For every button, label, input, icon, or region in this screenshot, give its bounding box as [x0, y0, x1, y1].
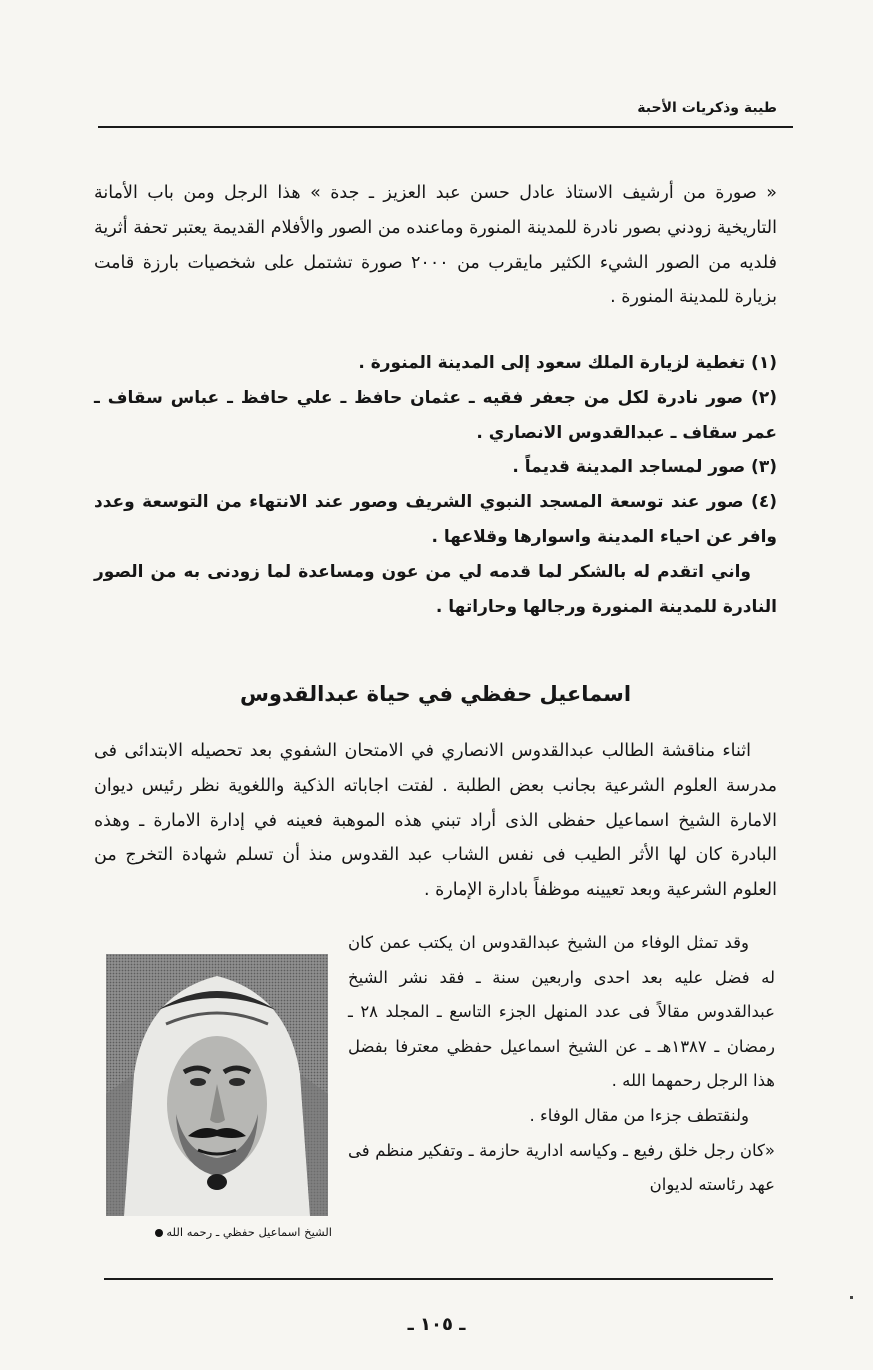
photo-collection-list [94, 346, 777, 624]
body-text: وقد تمثل الوفاء من الشيخ عبدالقدوس ان يكتب عمن كان له فضل عليه بعد احدى واربعين سنة ـ فقد نشر الشيخ عبدالقدوس مقالاً فى عدد المنهل الجزء التاسع ـ المجلد ٢٨ ـ رمضان ـ ١٣٨٧هـ ـ عن الشيخ اسماعيل حفظي معترفا بفضل هذا الرجل رحمهما الله . [348, 933, 775, 1091]
list-item: (٤) صور عند توسعة المسجد النبوي الشريف وصور عند الانتهاء من التوسعة وعدد وافر عن احياء المدينة واسوارها وقلاعها . [94, 492, 777, 547]
intro-paragraph [94, 176, 777, 315]
footer-rule [104, 1278, 773, 1280]
photo-caption [104, 1225, 332, 1239]
bullet-icon [155, 1229, 163, 1237]
caption-text: الشيخ اسماعيل حفظي ـ رحمه الله [166, 1225, 332, 1239]
scan-mark [850, 1296, 853, 1299]
thanks-paragraph: واني اتقدم له بالشكر لما قدمه لي من عون ومساعدة لما زودنى به من الصور النادرة للمدينة المنورة ورجالها وحاراتها . [94, 561, 777, 617]
header-rule [98, 126, 793, 128]
body-paragraph-1 [94, 734, 777, 908]
running-head: طيبة وذكريات الأحبة [637, 100, 777, 116]
body-text: اثناء مناقشة الطالب عبدالقدوس الانصاري في الامتحان الشفوي بعد تحصيله الابتدائى فى مدرسة العلوم الشرعية بجانب بعض الطلبة . لفتت اجاباته الذكية واللغوية نظر رئيس ديوان الامارة الشيخ اسماعيل حفظى الذى أراد تبني هذه الموهبة فعينه في إدارة الامارة ـ وهذه البادرة كان لها الأثر الطيب فى نفس الشاب عبد القدوس منذ أن تسلم شهادة التخرج من العلوم الشرعية وبعد تعيينه موظفاً بادارة الإمارة . [94, 741, 777, 901]
list-item: (٣) صور لمساجد المدينة قديماً . [512, 457, 777, 478]
list-item: (١) تغطية لزيارة الملك سعود إلى المدينة المنورة . [358, 353, 777, 373]
quote-text: «كان رجل خلق رفيع ـ وكياسه ادارية حازمة ـ وتفكير منظم فى عهد رئاسته لديوان [348, 1140, 775, 1195]
body-paragraph-2 [348, 926, 775, 1203]
portrait-photo [106, 954, 328, 1216]
list-item: (٢) صور نادرة لكل من جعفر فقيه ـ عثمان حافظ ـ علي حافظ ـ عباس سقاف ـ عمر سقاف ـ عبدالقدوس الانصاري . [94, 387, 777, 443]
page-number: ـ ١٠٥ ـ [407, 1314, 466, 1335]
body-text: ولنقتطف جزءا من مقال الوفاء . [529, 1105, 749, 1125]
portrait-illustration [106, 954, 328, 1216]
intro-text: « صورة من أرشيف الاستاذ عادل حسن عبد العزيز ـ جدة » هذا الرجل ومن باب الأمانة التاريخية زودني بصور نادرة للمدينة المنورة وماعنده من الصور والأفلام القديمة يعتبر تحفة أثرية فلديه من الصور الشيء الكثير مايقرب من ٢٠٠٠ صورة تشتمل على شخصيات بارزة قامت بزيارة للمدينة المنورة . [94, 183, 778, 308]
section-heading: اسماعيل حفظي في حياة عبدالقدوس [239, 682, 632, 706]
